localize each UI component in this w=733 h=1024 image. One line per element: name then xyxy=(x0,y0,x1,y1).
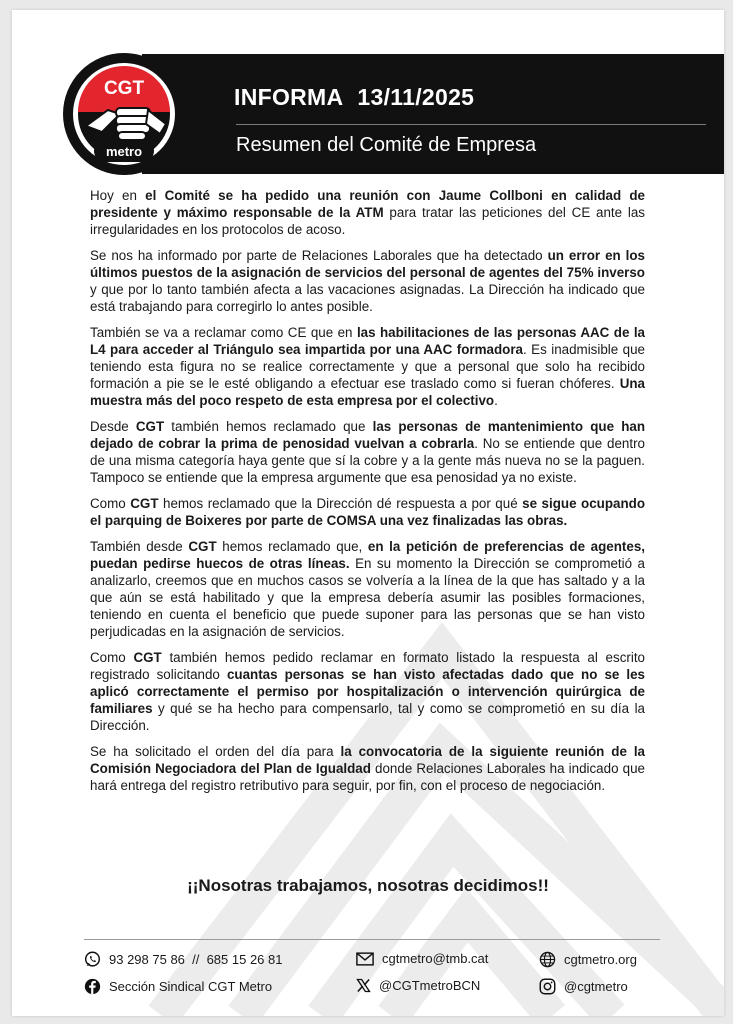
p6-text-e: En su momento la Dirección se comprometió a analizarlo, creemos que en muchos casos se volvería a la línea de la que has saltado y a la que aún se está habilitado y que la empresa debería asumir las posibles formaciones, teniendo en cuenta el beneficio que puede suponer para las personas que se han visto perjudicadas en la asignación de servicios. xyxy=(90,556,646,639)
document-page xyxy=(12,10,724,1016)
p3-bold-b: las habilitaciones de las personas AAC de la L4 para acceder al Triángulo sea impartida por una AAC formadora xyxy=(90,325,646,357)
p3-bold-d: Una muestra más del poco respeto de esta empresa por el colectivo xyxy=(90,376,645,408)
paragraph-5 xyxy=(90,495,645,529)
p3-text-c: . Es inadmisible que teniendo esta figura no se realice correctamente y que a personal que solo ha recibido formación a pie se le esté obligando a efectuar ese traslado como si fueran chóferes. xyxy=(90,342,645,391)
paragraph-1 xyxy=(90,187,645,238)
p8-bold-b: la convocatoria de la siguiente reunión de la Comisión Negociadora del Plan de Igualdad xyxy=(90,744,645,776)
p6-text-a: También desde xyxy=(90,539,189,554)
p3-text-e: . xyxy=(494,393,498,408)
p2-bold-b: un error en los últimos puestos de la asignación de servicios del personal de agentes del 75% inverso xyxy=(90,248,645,280)
facebook-icon xyxy=(84,978,101,995)
x-icon xyxy=(356,978,371,993)
footer-phones-text: 93 298 75 86 // 685 15 26 81 xyxy=(109,952,283,967)
header-subtitle: Resumen del Comité de Empresa xyxy=(236,134,537,156)
paragraph-8 xyxy=(90,743,645,794)
slogan: ¡¡Nosotras trabajamos, nosotras decidimos!! xyxy=(187,876,549,895)
logo-metro-text: metro xyxy=(105,144,143,159)
paragraph-6 xyxy=(90,538,645,640)
p5-text-a: Como xyxy=(90,496,131,511)
p6-bold-d: en la petición de preferencias de agentes, puedan pedirse huecos de otras líneas. xyxy=(90,539,646,571)
p7-text-e: y qué se ha hecho para compensarlo, tal y como se comprometió en su día la Dirección. xyxy=(90,701,645,733)
instagram-icon xyxy=(539,978,556,995)
whatsapp-icon xyxy=(84,951,101,968)
p7-bold-b: CGT xyxy=(133,650,162,665)
p1-text-c: para tratar las peticiones del CE ante las irregularidades en los protocolos de acoso. xyxy=(90,205,645,237)
footer-website[interactable] xyxy=(539,951,637,968)
paragraph-3 xyxy=(90,324,645,409)
p2-text-a: Se nos ha informado por parte de Relaciones Laborales que ha detectado xyxy=(90,248,548,263)
p7-bold-d: cuantas personas se han visto afectadas dado que no se les aplicó correctamente el permiso por hospitalización o intervención quirúrgica de familiares xyxy=(90,667,646,716)
header-bar xyxy=(142,54,724,174)
footer-twitter-text: @CGTmetroBCN xyxy=(379,978,481,993)
p3-text-a: También se va a reclamar como CE que en xyxy=(90,325,357,340)
p7-text-c: también hemos pedido reclamar en formato listado la respuesta al escrito registrado solicitando xyxy=(90,650,645,682)
footer-instagram[interactable] xyxy=(539,978,628,995)
footer-instagram-text: @cgtmetro xyxy=(564,979,628,994)
p5-text-c: hemos reclamado que la Dirección dé respuesta a por qué xyxy=(158,496,523,511)
p4-bold-d: las personas de mantenimiento que han dejado de cobrar la prima de penosidad vuelvan a cobrarla xyxy=(90,419,646,451)
p1-text-a: Hoy en xyxy=(90,188,146,203)
p2-text-c: y que por lo tanto también afecta a las vacaciones asignadas. La Dirección ha indicado que está trabajando para corregirlo lo antes posible. xyxy=(90,282,645,314)
p4-text-c: también hemos reclamado que xyxy=(164,419,373,434)
footer-divider xyxy=(84,939,660,940)
header-title-date: 13/11/2025 xyxy=(357,84,475,110)
logo-cgt-text: CGT xyxy=(103,78,145,99)
p8-text-a: Se ha solicitado el orden del día para xyxy=(90,744,341,759)
footer-email[interactable] xyxy=(356,951,488,966)
p6-text-c: hemos reclamado que, xyxy=(216,539,368,554)
footer-phones[interactable] xyxy=(84,951,282,968)
email-icon xyxy=(356,952,374,966)
cgt-metro-logo xyxy=(62,52,186,176)
paragraph-2 xyxy=(90,247,645,315)
p4-bold-b: CGT xyxy=(135,419,165,434)
globe-icon xyxy=(539,951,556,968)
body-content xyxy=(90,187,645,803)
footer-facebook[interactable] xyxy=(84,978,272,995)
p4-text-e: . No se entiende que dentro de una misma categoría haya gente que sí la cobre y a la gente más nueva no se la paguen. Tampoco se entiende que la empresa argumente que esa penosidad ya no existe. xyxy=(90,436,645,485)
p5-bold-b: CGT xyxy=(130,496,159,511)
p1-bold-b: el Comité se ha pedido una reunión con Jaume Collboni en calidad de presidente y máximo responsable de la ATM xyxy=(90,188,645,220)
paragraph-7 xyxy=(90,649,645,734)
header-title xyxy=(234,84,474,111)
p8-text-c: donde Relaciones Laborales ha indicado que hará entrega del registro retributivo para seguir, por fin, con el proceso de negociación. xyxy=(90,761,645,793)
footer-email-text: cgtmetro@tmb.cat xyxy=(382,951,489,966)
header-divider xyxy=(236,124,706,125)
p7-text-a: Como xyxy=(90,650,134,665)
header-title-word: INFORMA xyxy=(234,84,344,110)
p6-bold-b: CGT xyxy=(188,539,217,554)
p5-bold-d: se sigue ocupando el parquing de Boixeres por parte de COMSA una vez finalizadas las obras. xyxy=(90,496,645,528)
p4-text-a: Desde xyxy=(90,419,136,434)
footer-facebook-text: Sección Sindical CGT Metro xyxy=(109,979,273,994)
paragraph-4 xyxy=(90,418,645,486)
footer-twitter[interactable] xyxy=(356,978,480,993)
footer-website-text: cgtmetro.org xyxy=(564,952,637,967)
